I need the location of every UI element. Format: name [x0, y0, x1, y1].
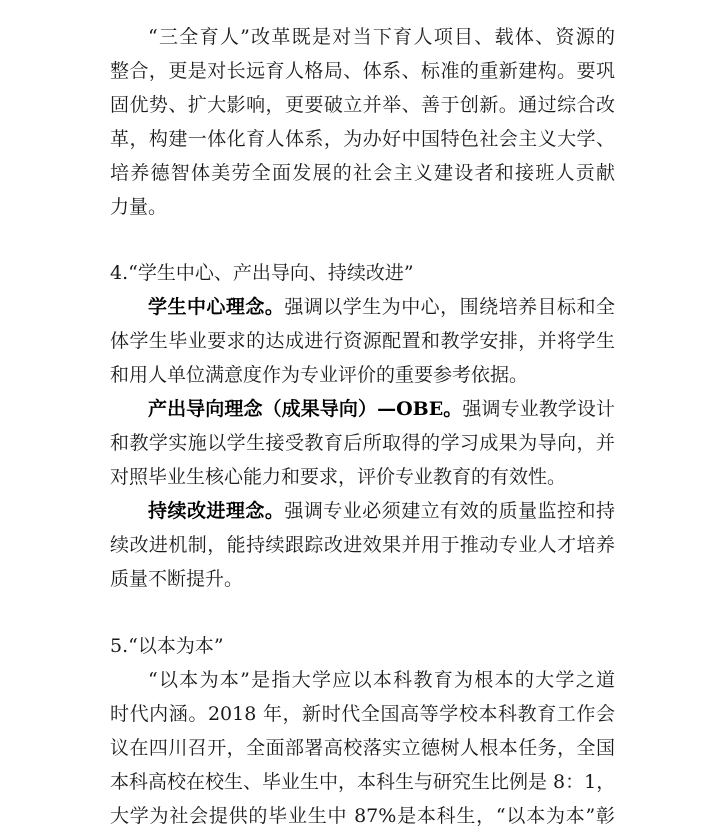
continuous-title: 持续改进理念。 — [148, 500, 285, 522]
para1-line-2: 整合，更是对长远育人格局、体系、标准的重新建构。要巩 — [110, 60, 615, 82]
continuous-text-1: 强调专业必须建立有效的质量监控和持 — [284, 500, 615, 522]
obe-line-2: 和教学实施以学生接受教育后所取得的学习成果为导向，并 — [110, 432, 615, 454]
section5-line-5: 大学为社会提供的毕业生中 87%是本科生，“以本为本”彰 — [110, 805, 615, 827]
student-center-text-1: 强调以学生为中心，围绕培养目标和全 — [284, 296, 615, 318]
obe-line-3: 对照毕业生核心能力和要求，评价专业教育的有效性。 — [110, 466, 567, 488]
student-center-line-3: 和用人单位满意度作为专业评价的重要参考依据。 — [110, 364, 529, 386]
student-center-title: 学生中心理念。 — [148, 296, 285, 318]
student-center-line-2: 体学生毕业要求的达成进行资源配置和教学安排，并将学生 — [110, 330, 615, 352]
para1-line-5: 培养德智体美劳全面发展的社会主义建设者和接班人贡献 — [110, 162, 615, 184]
para1-line-4: 革，构建一体化育人体系，为办好中国特色社会主义大学、 — [110, 128, 615, 150]
continuous-line-3: 质量不断提升。 — [110, 568, 244, 590]
section4-heading: 4.“学生中心、产出导向、持续改进” — [110, 262, 414, 284]
para1-line-3: 固优势、扩大影响，更要破立并举、善于创新。通过综合改 — [110, 94, 615, 116]
section5-line-3: 议在四川召开，全面部署高校落实立德树人根本任务，全国 — [110, 737, 615, 759]
section5-line-4: 本科高校在校生、毕业生中，本科生与研究生比例是 8：1， — [110, 771, 615, 793]
section5-line-2: 时代内涵。2018 年，新时代全国高等学校本科教育工作会 — [110, 703, 615, 725]
obe-title: 产出导向理念（成果导向）—OBE。 — [148, 398, 463, 420]
para1-line-6: 力量。 — [110, 196, 168, 218]
student-center-line-1 — [148, 295, 615, 319]
continuous-line-1 — [148, 499, 615, 523]
section5-line-1: “以本为本”是指大学应以本科教育为根本的大学之道 — [148, 669, 615, 691]
continuous-line-2: 续改进机制，能持续跟踪改进效果并用于推动专业人才培养 — [110, 534, 615, 556]
para1-line-1: “三全育人”改革既是对当下育人项目、载体、资源的 — [148, 26, 615, 48]
obe-line-1 — [148, 397, 615, 421]
obe-text-1: 强调专业教学设计 — [462, 398, 615, 420]
section5-heading: 5.“以本为本” — [110, 635, 224, 657]
